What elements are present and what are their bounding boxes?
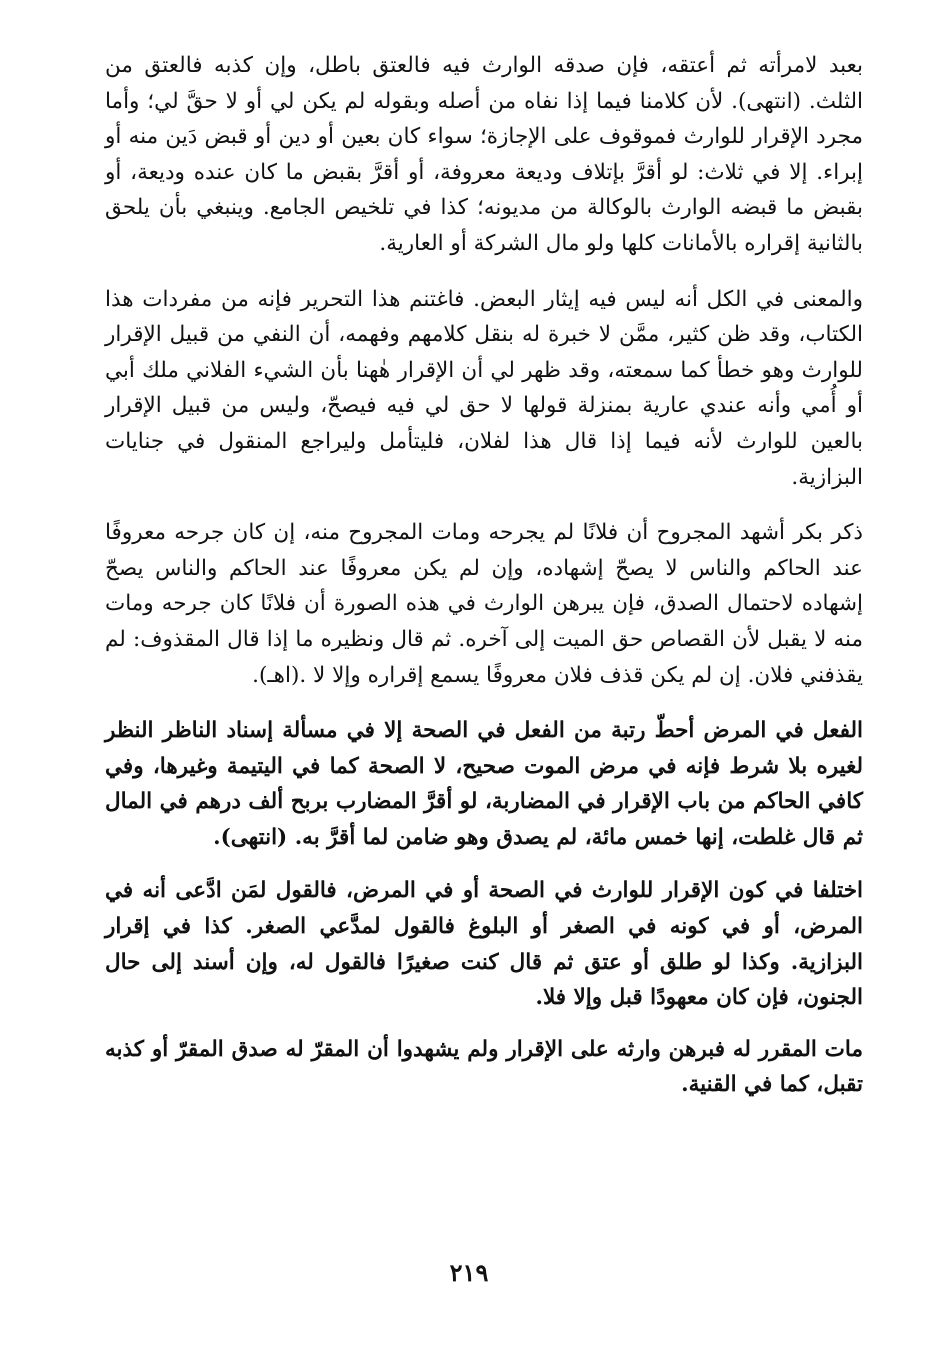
paragraph-2: والمعنى في الكل أنه ليس فيه إيثار البعض. فاغتنم هذا التحرير فإنه من مفردات هذا الكتاب، وقد ظن كثير، ممَّن لا خبرة له بنقل كلامهم وفهمه، أن النفي من قبيل الإقرار للوارث وهو خطأ كما سمعته، وقد ظهر لي أن الإقرار هٰهنا بأن الشيء الفلاني ملك أبي أو أُمي وأنه عندي عارية بمنزلة قولها لا حق لي فيه فيصحّ، وليس من قبيل الإقرار بالعين للوارث لأنه فيما إذا قال هذا لفلان، فليتأمل وليراجع المنقول في جنايات البزازية. (105, 286, 863, 490)
page-number: ٢١٩ (449, 1258, 489, 1287)
paragraph-6: مات المقرر له فبرهن وارثه على الإقرار ولم يشهدوا أن المقرّ له صدق المقرّ أو كذبه تقبل، كما في القنية. (105, 1036, 863, 1098)
paragraph-4: الفعل في المرض أحطّ رتبة من الفعل في الصحة إلا في مسألة إسناد الناظر النظر لغيره بلا شرط فإنه في مرض الموت صحيح، لا الصحة كما في اليتيمة وغيرها، وفي كافي الحاكم من باب الإقرار في المضاربة، لو أقرَّ المضارب بربح ألف درهم في المال ثم قال غلطت، إنها خمس مائة، لم يصدق وهو ضامن لما أقرَّ به. (انتهى). (105, 718, 863, 850)
paragraph-5: اختلفا في كون الإقرار للوارث في الصحة أو في المرض، فالقول لمَن ادَّعى أنه في المرض، أو في كونه في الصغر أو البلوغ فالقول لمدَّعي الصغر. كذا في إقرار البزازية. وكذا لو طلق أو عتق ثم قال كنت صغيرًا فالقول له، وإن أسند إلى حال الجنون، فإن كان معهودًا قبل وإلا فلا. (105, 878, 863, 1011)
page-body (105, 48, 863, 1103)
paragraph-3: ذكر بكر أشهد المجروح أن فلانًا لم يجرحه ومات المجروح منه، إن كان جرحه معروفًا عند الحاكم والناس لا يصحّ إشهاده، وإن لم يكن معروفًا عند الحاكم والناس يصحّ إشهاده لاحتمال الصدق، فإن يبرهن الوارث في هذه الصورة أن فلانًا كان جرحه ومات منه لا يقبل لأن القصاص حق الميت إلى آخره. ثم قال ونظيره ما إذا قال المقذوف: لم يقذفني فلان. إن لم يكن قذف فلان معروفًا يسمع إقراره وإلا لا .(اهـ). (105, 520, 863, 688)
paragraph-1: بعبد لامرأته ثم أعتقه، فإن صدقه الوارث فيه فالعتق باطل، وإن كذبه فالعتق من الثلث. (انتهى). لأن كلامنا فيما إذا نفاه من أصله وبقوله لم يكن لي أو لا حقَّ لي؛ وأما مجرد الإقرار للوارث فموقوف على الإجازة؛ سواء كان بعين أو دين أو قبض دَين منه أو إبراء. إلا في ثلاث: لو أقرَّ بإتلاف وديعة معروفة، أو أقرَّ بقبض ما كان عنده وديعة، أو بقبض ما قبضه الوارث بالوكالة من مديونه؛ كذا في تلخيص الجامع. وينبغي بأن يلحق بالثانية إقراره بالأمانات كلها ولو مال الشركة أو العارية. (105, 53, 863, 256)
